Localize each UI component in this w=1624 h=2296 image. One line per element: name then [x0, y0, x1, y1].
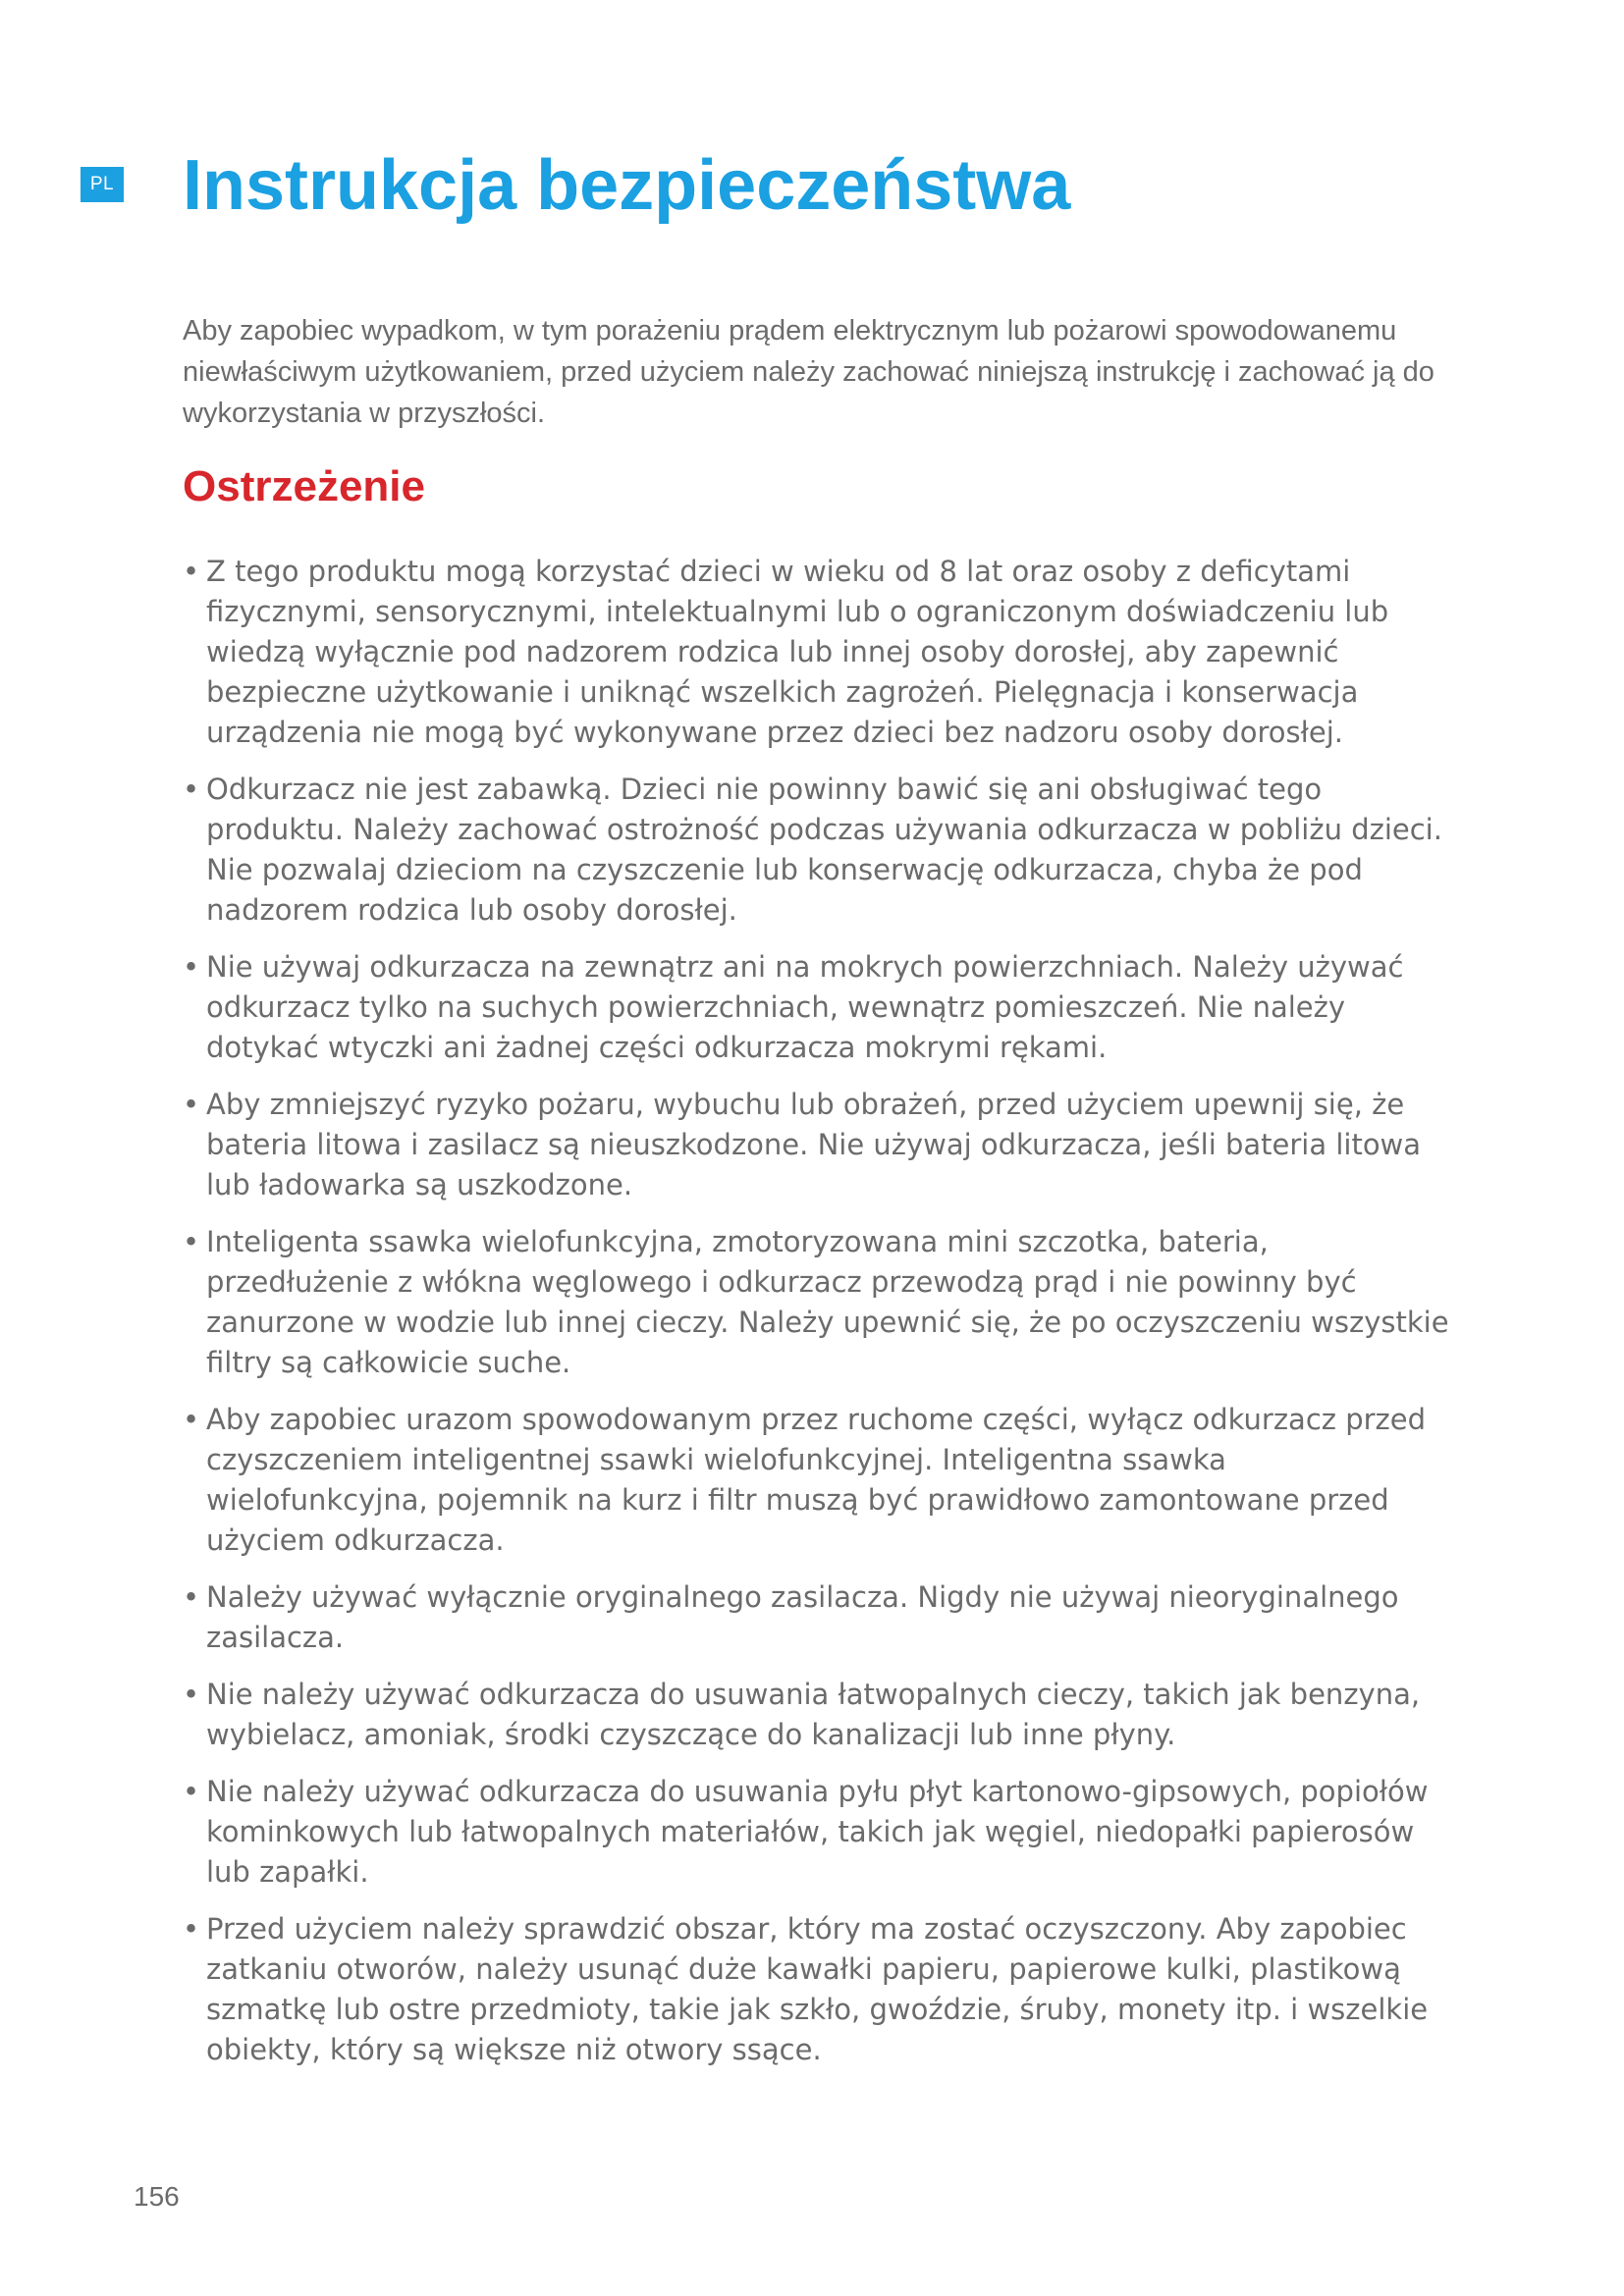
warning-item: • Należy używać wyłącznie oryginalnego zasilacza. Nigdy nie używaj nieoryginalnego zasilacza.: [183, 1577, 1449, 1658]
language-tag: PL: [81, 167, 124, 202]
warning-item: • Inteligenta ssawka wielofunkcyjna, zmotoryzowana mini szczotka, bateria, przedłużenie z włókna węglowego i odkurzacz przewodzą prąd i nie powinny być zanurzone w wodzie lub innej cieczy. Należy upewnić się, że po oczyszczeniu wszystkie filtry są całkowicie suche.: [183, 1222, 1449, 1383]
page-title: Instrukcja bezpieczeństwa: [183, 146, 1071, 225]
warning-item: • Z tego produktu mogą korzystać dzieci w wieku od 8 lat oraz osoby z deficytami fizycznymi, sensorycznymi, intelektualnymi lub o ograniczonym doświadczeniu lub wiedzą wyłącznie pod nadzorem rodzica lub innej osoby dorosłej, aby zapewnić bezpieczne użytkowanie i uniknąć wszelkich zagrożeń. Pielęgnacja i konserwacja urządzenia nie mogą być wykonywane przez dzieci bez nadzoru osoby dorosłej.: [183, 552, 1449, 753]
warning-list: [183, 552, 1449, 2087]
warning-item: • Nie należy używać odkurzacza do usuwania łatwopalnych cieczy, takich jak benzyna, wybielacz, amoniak, środki czyszczące do kanalizacji lub inne płyny.: [183, 1675, 1449, 1755]
warning-item: • Nie należy używać odkurzacza do usuwania pyłu płyt kartonowo-gipsowych, popiołów kominkowych lub łatwopalnych materiałów, takich jak węgiel, niedopałki papierosów lub zapałki.: [183, 1772, 1449, 1893]
intro-paragraph: Aby zapobiec wypadkom, w tym porażeniu prądem elektrycznym lub pożarowi spowodowanemu niewłaściwym użytkowaniem, przed użyciem należy zachować niniejszą instrukcję i zachować ją do wykorzystania w przyszłości.: [183, 315, 1435, 429]
page-number: 156: [134, 2181, 180, 2212]
warning-item: • Odkurzacz nie jest zabawką. Dzieci nie powinny bawić się ani obsługiwać tego produktu. Należy zachować ostrożność podczas używania odkurzacza w pobliżu dzieci. Nie pozwalaj dzieciom na czyszczenie lub konserwację odkurzacza, chyba że pod nadzorem rodzica lub osoby dorosłej.: [183, 770, 1449, 931]
warning-item: • Przed użyciem należy sprawdzić obszar, który ma zostać oczyszczony. Aby zapobiec zatkaniu otworów, należy usunąć duże kawałki papieru, papierowe kulki, plastikową szmatkę lub ostre przedmioty, takie jak szkło, gwoździe, śruby, monety itp. i wszelkie obiekty, który są większe niż otwory ssące.: [183, 1909, 1449, 2070]
warning-heading: Ostrzeżenie: [183, 462, 425, 510]
warning-item: • Aby zapobiec urazom spowodowanym przez ruchome części, wyłącz odkurzacz przed czyszczeniem inteligentnej ssawki wielofunkcyjnej. Inteligentna ssawka wielofunkcyjna, pojemnik na kurz i filtr muszą być prawidłowo zamontowane przed użyciem odkurzacza.: [183, 1400, 1449, 1561]
warning-item: • Nie używaj odkurzacza na zewnątrz ani na mokrych powierzchniach. Należy używać odkurzacz tylko na suchych powierzchniach, wewnątrz pomieszczeń. Nie należy dotykać wtyczki ani żadnej części odkurzacza mokrymi rękami.: [183, 947, 1449, 1068]
warning-item: • Aby zmniejszyć ryzyko pożaru, wybuchu lub obrażeń, przed użyciem upewnij się, że bateria litowa i zasilacz są nieuszkodzone. Nie używaj odkurzacza, jeśli bateria litowa lub ładowarka są uszkodzone.: [183, 1085, 1449, 1205]
